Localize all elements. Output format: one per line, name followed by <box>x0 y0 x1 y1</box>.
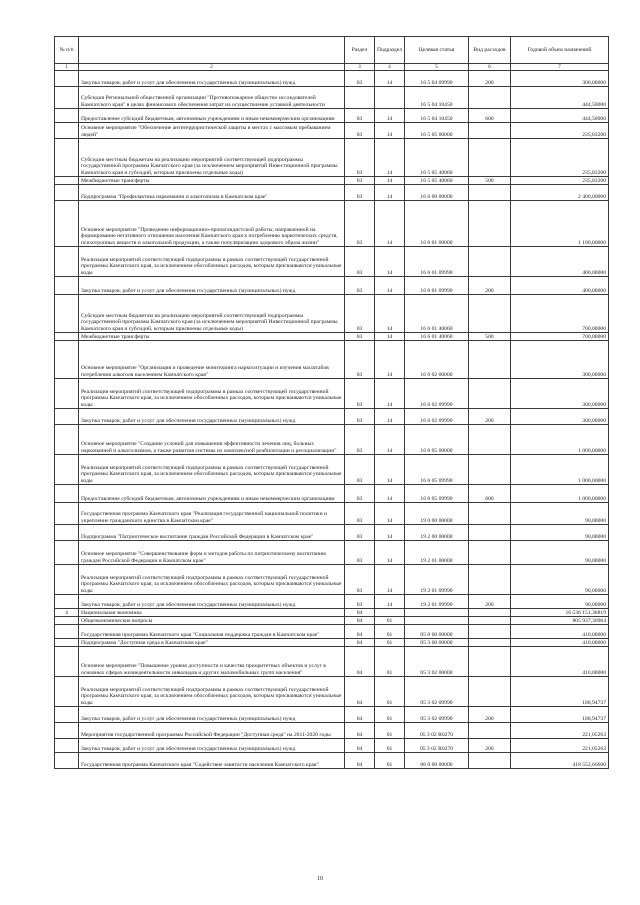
row-razdel: 04 <box>345 753 375 769</box>
row-razdel: 04 <box>345 707 375 723</box>
row-amount: 1 100,00000 <box>511 201 609 247</box>
row-razdel: 04 <box>345 723 375 739</box>
row-amount: 90,00000 <box>511 595 609 609</box>
row-razdel: 03 <box>345 455 375 485</box>
table-row <box>55 617 609 625</box>
row-expense-type <box>469 139 511 177</box>
row-target-article: 19 2 00 00000 <box>405 525 469 541</box>
row-number <box>55 647 79 677</box>
row-razdel: 03 <box>345 409 375 425</box>
row-target-article: 16 6 01 40060 <box>405 295 469 333</box>
row-amount: 418 552,66600 <box>511 753 609 769</box>
row-podrazdel: 14 <box>375 595 405 609</box>
row-name: Закупка товаров, работ и услуг для обеспечения государственных (муниципальных) нужд <box>79 595 345 609</box>
row-razdel: 04 <box>345 739 375 753</box>
row-amount: 16 536 151,36819 <box>511 609 609 617</box>
header-podrazdel: Подраздел <box>375 37 405 64</box>
row-amount: 188,94737 <box>511 677 609 707</box>
table-row <box>55 609 609 617</box>
header-annual-amount: Годовой объем назначений <box>511 37 609 64</box>
row-number <box>55 379 79 409</box>
row-podrazdel: 01 <box>375 753 405 769</box>
table-row <box>55 739 609 753</box>
row-podrazdel <box>375 87 405 109</box>
table-row <box>55 503 609 525</box>
row-name: Государственная программа Камчатского края "Социальная поддержка граждан в Камчатском крае" <box>79 625 345 639</box>
row-amount: 90,00000 <box>511 525 609 541</box>
row-razdel: 03 <box>345 123 375 139</box>
row-razdel: 03 <box>345 201 375 247</box>
row-expense-type <box>469 201 511 247</box>
row-razdel: 04 <box>345 639 375 647</box>
row-podrazdel: 14 <box>375 277 405 295</box>
table-row <box>55 201 609 247</box>
row-amount: 2 400,00000 <box>511 185 609 201</box>
row-expense-type <box>469 123 511 139</box>
row-amount: 700,00000 <box>511 333 609 341</box>
row-number <box>55 753 79 769</box>
row-podrazdel: 14 <box>375 379 405 409</box>
row-expense-type <box>469 247 511 277</box>
row-expense-type <box>469 185 511 201</box>
row-name: Закупка товаров, работ и услуг для обеспечения государственных (муниципальных) нужд <box>79 409 345 425</box>
row-podrazdel <box>375 609 405 617</box>
row-number <box>55 485 79 503</box>
row-number <box>55 565 79 595</box>
row-name: Национальная экономика <box>79 609 345 617</box>
column-index: 6 <box>469 64 511 71</box>
column-index: 2 <box>79 64 345 71</box>
row-target-article: 16 6 02 00000 <box>405 341 469 379</box>
row-podrazdel: 01 <box>375 723 405 739</box>
row-target-article: 05 3 02 00000 <box>405 647 469 677</box>
row-number <box>55 595 79 609</box>
row-razdel: 04 <box>345 677 375 707</box>
row-podrazdel: 14 <box>375 341 405 379</box>
row-amount: 1 000,00000 <box>511 455 609 485</box>
row-expense-type <box>469 609 511 617</box>
table-row <box>55 753 609 769</box>
table-row <box>55 139 609 177</box>
row-expense-type: 600 <box>469 485 511 503</box>
row-name: Реализация мероприятий соответствующей подпрограммы в рамках соответствующей государственной программы Камчатского края, за исключением обособленных расходов, которым присваиваются уникальные коды <box>79 247 345 277</box>
row-target-article: 05 3 02 R0270 <box>405 739 469 753</box>
row-expense-type: 200 <box>469 71 511 87</box>
row-target-article: 16 5 05 00000 <box>405 123 469 139</box>
column-index: 1 <box>55 64 79 71</box>
row-target-article: 16 6 00 00000 <box>405 185 469 201</box>
row-number <box>55 87 79 109</box>
header-row <box>55 37 609 64</box>
row-name: Основное мероприятие "Создание условий для повышения эффективности лечения лиц, больных наркоманией и алкоголизмом, а также развития системы их комплексной реабилитации и ресоциализации" <box>79 425 345 455</box>
row-name: Реализация мероприятий соответствующей подпрограммы в рамках соответствующей государственной программы Камчатского края, за исключением обособленных расходов, которым присваиваются уникальные коды <box>79 379 345 409</box>
row-number: 4 <box>55 609 79 617</box>
row-amount: 90,00000 <box>511 503 609 525</box>
row-number <box>55 123 79 139</box>
row-expense-type <box>469 379 511 409</box>
row-amount: 410,00000 <box>511 647 609 677</box>
row-razdel: 03 <box>345 595 375 609</box>
row-razdel: 03 <box>345 425 375 455</box>
row-number <box>55 503 79 525</box>
row-podrazdel: 14 <box>375 295 405 333</box>
row-name: Общеэкономические вопросы <box>79 617 345 625</box>
row-target-article: 16 6 01 40060 <box>405 333 469 341</box>
row-number <box>55 185 79 201</box>
row-podrazdel: 14 <box>375 247 405 277</box>
row-expense-type <box>469 525 511 541</box>
row-number <box>55 247 79 277</box>
row-amount: 235,83200 <box>511 177 609 185</box>
row-name: Подпрограмма "Патриотическое воспитание граждан Российской Федерации в Камчатском крае" <box>79 525 345 541</box>
row-name: Межбюджетные трансферты <box>79 177 345 185</box>
row-target-article: 06 0 00 00000 <box>405 753 469 769</box>
row-expense-type: 600 <box>469 109 511 123</box>
row-name: Реализация мероприятий соответствующей подпрограммы в рамках соответствующей государственной программы Камчатского края, за исключением обособленных расходов, которым присваиваются уникальные коды <box>79 455 345 485</box>
row-amount: 400,00000 <box>511 247 609 277</box>
row-target-article: 05 3 02 09990 <box>405 677 469 707</box>
row-target-article: 19 0 00 00000 <box>405 503 469 525</box>
row-expense-type <box>469 455 511 485</box>
row-target-article: 16 6 05 00000 <box>405 425 469 455</box>
row-amount: 90,00000 <box>511 565 609 595</box>
row-amount: 300,00000 <box>511 341 609 379</box>
table-row <box>55 541 609 565</box>
table-row <box>55 123 609 139</box>
row-amount: 1 000,00000 <box>511 485 609 503</box>
row-target-article: 19 2 01 09990 <box>405 565 469 595</box>
header-name <box>79 37 345 64</box>
row-amount: 400,00000 <box>511 277 609 295</box>
table-row <box>55 525 609 541</box>
row-name: Основное мероприятие "Проведение информационно-пропагандистской работы, направленной на формирование негативного отношения населения Камчатского края к потреблению наркотических средств, психотропных веществ и алкогольной продукции, а также популяризацию здорового образа жизни" <box>79 201 345 247</box>
table-row <box>55 565 609 595</box>
row-razdel: 03 <box>345 341 375 379</box>
table-row <box>55 485 609 503</box>
row-expense-type <box>469 565 511 595</box>
row-razdel: 03 <box>345 139 375 177</box>
table-row <box>55 177 609 185</box>
row-podrazdel: 01 <box>375 617 405 625</box>
row-expense-type <box>469 647 511 677</box>
row-razdel: 03 <box>345 185 375 201</box>
row-name: Основное мероприятие "Организация и проведение мониторинга наркоситуации и изучения масштабов потребления алкоголя населением Камчатского края" <box>79 341 345 379</box>
row-target-article: 16 5 04 10450 <box>405 87 469 109</box>
row-number <box>55 425 79 455</box>
row-target-article: 05 0 00 00000 <box>405 625 469 639</box>
row-target-article: 16 6 05 09990 <box>405 485 469 503</box>
row-expense-type: 200 <box>469 707 511 723</box>
row-podrazdel: 14 <box>375 425 405 455</box>
row-podrazdel: 14 <box>375 139 405 177</box>
row-razdel: 03 <box>345 541 375 565</box>
table-row <box>55 639 609 647</box>
row-expense-type <box>469 503 511 525</box>
row-expense-type <box>469 87 511 109</box>
row-number <box>55 333 79 341</box>
row-target-article: 05 3 00 00000 <box>405 639 469 647</box>
table-row <box>55 277 609 295</box>
row-podrazdel: 14 <box>375 541 405 565</box>
page-number: 10 <box>317 876 323 882</box>
row-podrazdel: 01 <box>375 707 405 723</box>
row-expense-type <box>469 753 511 769</box>
table-row <box>55 647 609 677</box>
row-podrazdel: 14 <box>375 123 405 139</box>
row-target-article: 16 5 05 40060 <box>405 139 469 177</box>
row-target-article: 16 6 05 09990 <box>405 455 469 485</box>
table-row <box>55 409 609 425</box>
row-podrazdel: 14 <box>375 503 405 525</box>
row-number <box>55 625 79 639</box>
table-row <box>55 425 609 455</box>
row-podrazdel: 14 <box>375 485 405 503</box>
row-podrazdel: 01 <box>375 647 405 677</box>
row-number <box>55 109 79 123</box>
row-amount: 188,94737 <box>511 707 609 723</box>
column-index-row <box>55 64 609 71</box>
row-podrazdel: 14 <box>375 525 405 541</box>
row-expense-type <box>469 541 511 565</box>
row-razdel: 04 <box>345 617 375 625</box>
row-podrazdel: 14 <box>375 201 405 247</box>
row-podrazdel: 14 <box>375 109 405 123</box>
header-razdel: Раздел <box>345 37 375 64</box>
row-name: Основное мероприятие "Повышение уровня доступности и качества приоритетных объектов и услуг в основных сферах жизнедеятельности инвалидов и других маломобильных групп населения" <box>79 647 345 677</box>
row-name: Закупка товаров, работ и услуг для обеспечения государственных (муниципальных) нужд <box>79 739 345 753</box>
row-expense-type <box>469 723 511 739</box>
row-number <box>55 139 79 177</box>
table-row <box>55 247 609 277</box>
row-target-article: 16 6 01 00000 <box>405 201 469 247</box>
row-razdel: 03 <box>345 177 375 185</box>
row-target-article: 05 3 02 09990 <box>405 707 469 723</box>
row-name: Межбюджетные трансферты <box>79 333 345 341</box>
row-number <box>55 409 79 425</box>
row-number <box>55 525 79 541</box>
row-target-article: 16 6 01 09990 <box>405 277 469 295</box>
row-target-article: 19 2 01 00000 <box>405 541 469 565</box>
row-razdel: 04 <box>345 647 375 677</box>
row-expense-type <box>469 425 511 455</box>
row-amount: 221,05263 <box>511 739 609 753</box>
row-podrazdel: 14 <box>375 565 405 595</box>
row-amount: 700,00000 <box>511 295 609 333</box>
row-number <box>55 341 79 379</box>
row-target-article: 05 3 02 R0270 <box>405 723 469 739</box>
row-razdel <box>345 87 375 109</box>
row-number <box>55 71 79 87</box>
row-amount: 300,00000 <box>511 409 609 425</box>
row-name: Реализация мероприятий соответствующей подпрограммы в рамках соответствующей государственной программы Камчатского края, за исключением обособленных расходов, которым присваиваются уникальные коды <box>79 677 345 707</box>
row-name: Государственная программа Камчатского края "Реализация государственной национальной политики и укрепление гражданского единства в Камчатском крае" <box>79 503 345 525</box>
row-number <box>55 541 79 565</box>
row-podrazdel: 01 <box>375 639 405 647</box>
row-number <box>55 639 79 647</box>
row-number <box>55 177 79 185</box>
row-razdel: 03 <box>345 525 375 541</box>
row-amount: 235,83200 <box>511 123 609 139</box>
row-name: Закупка товаров, работ и услуг для обеспечения государственных (муниципальных) нужд <box>79 71 345 87</box>
row-number <box>55 739 79 753</box>
row-expense-type <box>469 617 511 625</box>
row-razdel: 03 <box>345 485 375 503</box>
row-amount: 300,00000 <box>511 379 609 409</box>
row-razdel: 03 <box>345 247 375 277</box>
row-name: Закупка товаров, работ и услуг для обеспечения государственных (муниципальных) нужд <box>79 707 345 723</box>
row-razdel: 03 <box>345 109 375 123</box>
row-razdel: 04 <box>345 609 375 617</box>
row-amount: 805 937,36964 <box>511 617 609 625</box>
row-name: Реализация мероприятий соответствующей подпрограммы в рамках соответствующей государственной программы Камчатского края, за исключением обособленных расходов, которым присваиваются уникальные коды <box>79 565 345 595</box>
row-razdel: 03 <box>345 71 375 87</box>
table-row <box>55 87 609 109</box>
row-podrazdel: 01 <box>375 625 405 639</box>
column-index: 5 <box>405 64 469 71</box>
row-podrazdel: 01 <box>375 739 405 753</box>
row-name: Субсидии местным бюджетам на реализацию мероприятий соответствующей подпрограммы государственной программы Камчатского края (за исключением мероприятий Инвестиционной программы Камчатского края и субсидий, которым присвоены отдельные коды) <box>79 139 345 177</box>
row-podrazdel: 14 <box>375 177 405 185</box>
table-row <box>55 677 609 707</box>
row-amount: 410,00000 <box>511 625 609 639</box>
row-target-article: 16 6 02 09990 <box>405 409 469 425</box>
row-expense-type: 200 <box>469 409 511 425</box>
row-razdel: 03 <box>345 503 375 525</box>
row-expense-type: 500 <box>469 177 511 185</box>
table-row <box>55 341 609 379</box>
row-expense-type: 200 <box>469 595 511 609</box>
table-row <box>55 333 609 341</box>
row-amount: 221,05263 <box>511 723 609 739</box>
row-expense-type <box>469 639 511 647</box>
table-row <box>55 455 609 485</box>
table-row <box>55 707 609 723</box>
row-podrazdel: 14 <box>375 185 405 201</box>
row-expense-type <box>469 677 511 707</box>
column-index: 3 <box>345 64 375 71</box>
row-amount: 90,00000 <box>511 541 609 565</box>
row-expense-type: 200 <box>469 739 511 753</box>
column-index: 4 <box>375 64 405 71</box>
row-target-article <box>405 609 469 617</box>
row-target-article: 16 6 01 09990 <box>405 247 469 277</box>
row-name: Подпрограмма "Доступная среда в Камчатском крае" <box>79 639 345 647</box>
row-name: Субсидии местным бюджетам на реализацию мероприятий соответствующей подпрограммы государственной программы Камчатского края (за исключением мероприятий Инвестиционной программы Камчатского края и субсидий, которым присвоены отдельные коды) <box>79 295 345 333</box>
table-row <box>55 295 609 333</box>
table-row <box>55 595 609 609</box>
row-amount: 1 000,00000 <box>511 425 609 455</box>
row-target-article: 16 5 05 40060 <box>405 177 469 185</box>
header-num: № п/п <box>55 37 79 64</box>
table-row <box>55 185 609 201</box>
row-number <box>55 455 79 485</box>
row-name: Подпрограмма "Профилактика наркомании и алкоголизма в Камчатском крае" <box>79 185 345 201</box>
row-amount: 444,50000 <box>511 87 609 109</box>
row-razdel: 04 <box>345 625 375 639</box>
row-number <box>55 277 79 295</box>
row-podrazdel: 14 <box>375 71 405 87</box>
row-number <box>55 295 79 333</box>
row-target-article: 16 6 02 09990 <box>405 379 469 409</box>
row-expense-type: 500 <box>469 333 511 341</box>
row-target-article: 16 5 04 09990 <box>405 71 469 87</box>
row-target-article <box>405 617 469 625</box>
row-name: Предоставление субсидий бюджетным, автономным учреждениям и иным некоммерческим организациям <box>79 109 345 123</box>
row-number <box>55 723 79 739</box>
row-expense-type: 200 <box>469 277 511 295</box>
row-name: Закупка товаров, работ и услуг для обеспечения государственных (муниципальных) нужд <box>79 277 345 295</box>
row-number <box>55 617 79 625</box>
table-row <box>55 379 609 409</box>
table-row <box>55 723 609 739</box>
budget-table <box>54 36 609 769</box>
row-expense-type <box>469 625 511 639</box>
row-podrazdel: 14 <box>375 455 405 485</box>
row-name: Субсидия Региональной общественной организации "Противопожарное общество исследователей Камчатского края" в целях финансового обеспечения затрат на осуществление уставной деятельности <box>79 87 345 109</box>
row-razdel: 03 <box>345 295 375 333</box>
row-target-article: 19 2 01 09990 <box>405 595 469 609</box>
row-razdel: 03 <box>345 565 375 595</box>
row-name: Основное мероприятие "Совершенствование форм и методов работы по патриотическому воспитанию граждан Российской Федерации в Камчатском крае" <box>79 541 345 565</box>
column-index: 7 <box>511 64 609 71</box>
row-razdel: 03 <box>345 333 375 341</box>
row-podrazdel: 01 <box>375 677 405 707</box>
header-target-article: Целевая статья <box>405 37 469 64</box>
row-number <box>55 201 79 247</box>
row-podrazdel: 14 <box>375 409 405 425</box>
row-podrazdel: 14 <box>375 333 405 341</box>
row-razdel: 03 <box>345 379 375 409</box>
row-number <box>55 677 79 707</box>
row-amount: 235,83200 <box>511 139 609 177</box>
table-row <box>55 109 609 123</box>
row-expense-type <box>469 295 511 333</box>
row-name: Мероприятия государственной программы Российской Федерации "Доступная среда" на 2011-2020 годы <box>79 723 345 739</box>
header-expense-type: Вид расходов <box>469 37 511 64</box>
table-row <box>55 625 609 639</box>
row-amount: 444,50000 <box>511 109 609 123</box>
table-row <box>55 71 609 87</box>
row-expense-type <box>469 341 511 379</box>
row-number <box>55 707 79 723</box>
row-name: Государственная программа Камчатского края "Содействие занятости населения Камчатского края" <box>79 753 345 769</box>
row-amount: 410,00000 <box>511 639 609 647</box>
row-amount: 300,00000 <box>511 71 609 87</box>
row-target-article: 16 5 04 10450 <box>405 109 469 123</box>
row-razdel: 03 <box>345 277 375 295</box>
row-name: Основное мероприятие "Обеспечение антитеррористической защиты в местах с массовым пребыванием людей" <box>79 123 345 139</box>
row-name: Предоставление субсидий бюджетным, автономным учреждениям и иным некоммерческим организациям <box>79 485 345 503</box>
